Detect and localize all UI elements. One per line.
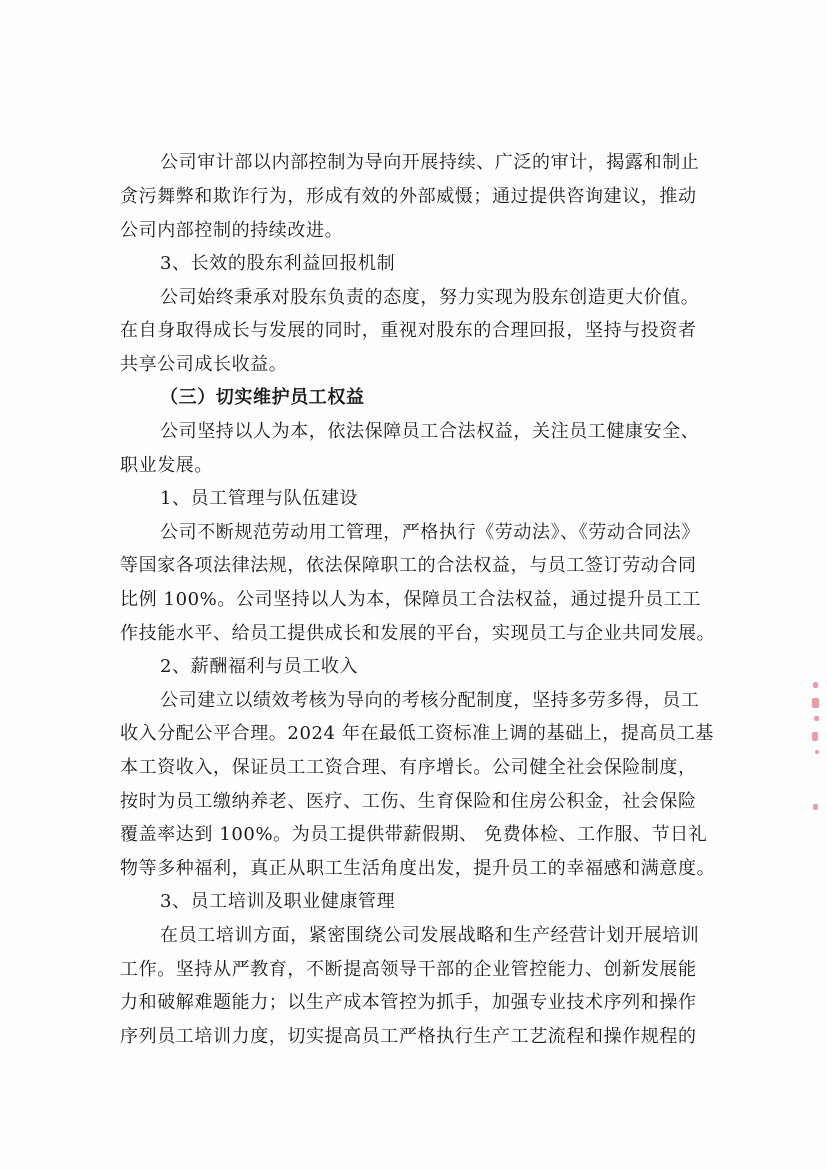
paragraph-line: 工作。坚持从严教育，不断提高领导干部的企业管控能力、创新发展能 [120, 959, 697, 980]
paragraph-line: 等国家各项法律法规，依法保障职工的合法权益，与员工签订劳动合同 [120, 555, 697, 576]
paragraph-line: 物等多种福利，真正从职工生活角度出发，提升员工的幸福感和满意度。 [120, 858, 716, 879]
paragraph-line: 收入分配公平合理。2024 年在最低工资标准上调的基础上，提高员工基 [120, 723, 714, 744]
paragraph-line: 在员工培训方面，紧密围绕公司发展战略和生产经营计划开展培训 [160, 925, 700, 946]
paragraph-line: 作技能水平、给员工提供成长和发展的平台，实现员工与企业共同发展。 [120, 623, 716, 644]
paragraph-line: 序列员工培训力度，切实提高员工严格执行生产工艺流程和操作规程的 [120, 1026, 697, 1047]
paragraph-line: 贪污舞弊和欺诈行为，形成有效的外部威慑；通过提供咨询建议，推动 [120, 186, 697, 207]
paragraph-line: 公司建立以绩效考核为导向的考核分配制度，坚持多劳多得，员工 [160, 690, 700, 711]
paragraph-line: 公司内部控制的持续改进。 [120, 220, 344, 241]
paragraph-line: 公司审计部以内部控制为导向开展持续、广泛的审计，揭露和制止 [160, 152, 700, 173]
chapter-heading: （三）切实维护员工权益 [160, 387, 365, 408]
paragraph-line: 职业发展。 [120, 455, 213, 476]
paragraph-line: 在自身取得成长与发展的同时，重视对股东的合理回报，坚持与投资者 [120, 320, 697, 341]
section-heading: 3、长效的股东利益回报机制 [160, 253, 396, 274]
section-heading: 2、薪酬福利与员工收入 [160, 656, 359, 677]
seal-stamp-edge [810, 680, 824, 830]
section-heading: 3、员工培训及职业健康管理 [160, 891, 396, 912]
paragraph-line: 按时为员工缴纳养老、医疗、工伤、生育保险和住房公积金，社会保险 [120, 791, 697, 812]
paragraph-line: 覆盖率达到 100%。为员工提供带薪假期、 免费体检、工作服、节日礼 [120, 824, 708, 845]
paragraph-line: 比例 100%。公司坚持以人为本，保障员工合法权益，通过提升员工工 [120, 589, 701, 610]
paragraph-line: 公司坚持以人为本，依法保障员工合法权益，关注员工健康安全、 [160, 421, 700, 442]
paragraph-line: 共享公司成长收益。 [120, 354, 288, 375]
paragraph-line: 本工资收入，保证员工工资合理、有序增长。公司健全社会保险制度， [120, 757, 697, 778]
paragraph-line: 力和破解难题能力；以生产成本管控为抓手，加强专业技术序列和操作 [120, 992, 697, 1013]
paragraph-line: 公司始终秉承对股东负责的态度，努力实现为股东创造更大价值。 [160, 287, 700, 308]
section-heading: 1、员工管理与队伍建设 [160, 488, 359, 509]
paragraph-line: 公司不断规范劳动用工管理，严格执行《劳动法》、《劳动合同法》 [160, 522, 700, 543]
